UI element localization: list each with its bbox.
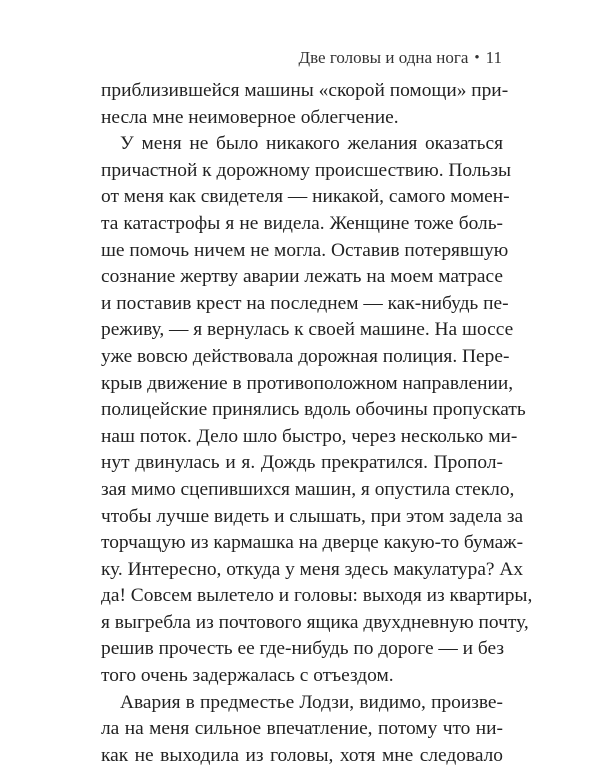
text-line: я выгребла из почтового ящика двухдневную почту,: [101, 611, 529, 633]
text-line: ше помочь ничем не могла. Оставив потерявшую: [101, 239, 509, 261]
text-line: несла мне неимоверное облегчение.: [101, 106, 399, 128]
text-line: та катастрофы я не видела. Женщине тоже боль-: [101, 212, 503, 234]
header-separator-bullet: •: [474, 50, 480, 66]
paragraph: [101, 78, 509, 131]
text-line: Авария в предместье Лодзи, видимо, произве-: [120, 691, 503, 713]
text-line: зая мимо сцепившихся машин, я опустила стекло,: [101, 478, 515, 500]
text-line: приблизившейся машины «скорой помощи» при-: [101, 80, 509, 101]
text-line: сознание жертву аварии лежать на моем матрасе: [101, 266, 503, 288]
text-line: чтобы лучше видеть и слышать, при этом задела за: [101, 505, 524, 527]
paragraph: [101, 131, 533, 689]
text-line: того очень задержалась с отъездом.: [101, 665, 394, 687]
text-line: ку. Интересно, откуда у меня здесь макулатура? Ах: [101, 558, 524, 580]
text-line: ла на меня сильное впечатление, потому что ни-: [101, 718, 503, 740]
text-line: причастной к дорожному происшествию. Пользы: [101, 159, 512, 181]
text-line: крыв движение в противоположном направлении,: [101, 372, 514, 394]
page-number: 11: [485, 48, 502, 67]
text-line: уже вовсю действовала дорожная полиция. Пере-: [101, 345, 510, 367]
body-text: [101, 78, 533, 769]
text-line: да! Совсем вылетело и головы: выходя из квартиры,: [101, 585, 533, 607]
text-line: наш поток. Дело шло быстро, через несколько ми-: [101, 425, 518, 447]
text-line: торчащую из кармашка на дверце какую-то бумаж-: [101, 532, 524, 554]
text-line: реживу, — я вернулась к своей машине. На шоссе: [101, 319, 514, 341]
text-line: У меня не было никакого желания оказаться: [120, 133, 503, 155]
text-line: как не выходила из головы, хотя мне следовало: [101, 744, 503, 766]
text-line: от меня как свидетеля — никакой, самого момен-: [101, 186, 510, 208]
paragraph: [101, 690, 503, 769]
text-line: решив прочесть ее где-нибудь по дороге — и без: [101, 638, 504, 660]
text-line: и поставив крест на последнем — как-нибудь пе-: [101, 292, 509, 314]
text-line: нут двинулась и я. Дождь прекратился. Пропол-: [101, 452, 503, 474]
running-header: [299, 48, 502, 68]
running-header-title: Две головы и одна нога: [298, 48, 469, 67]
text-line: полицейские принялись вдоль обочины пропускать: [101, 399, 526, 421]
